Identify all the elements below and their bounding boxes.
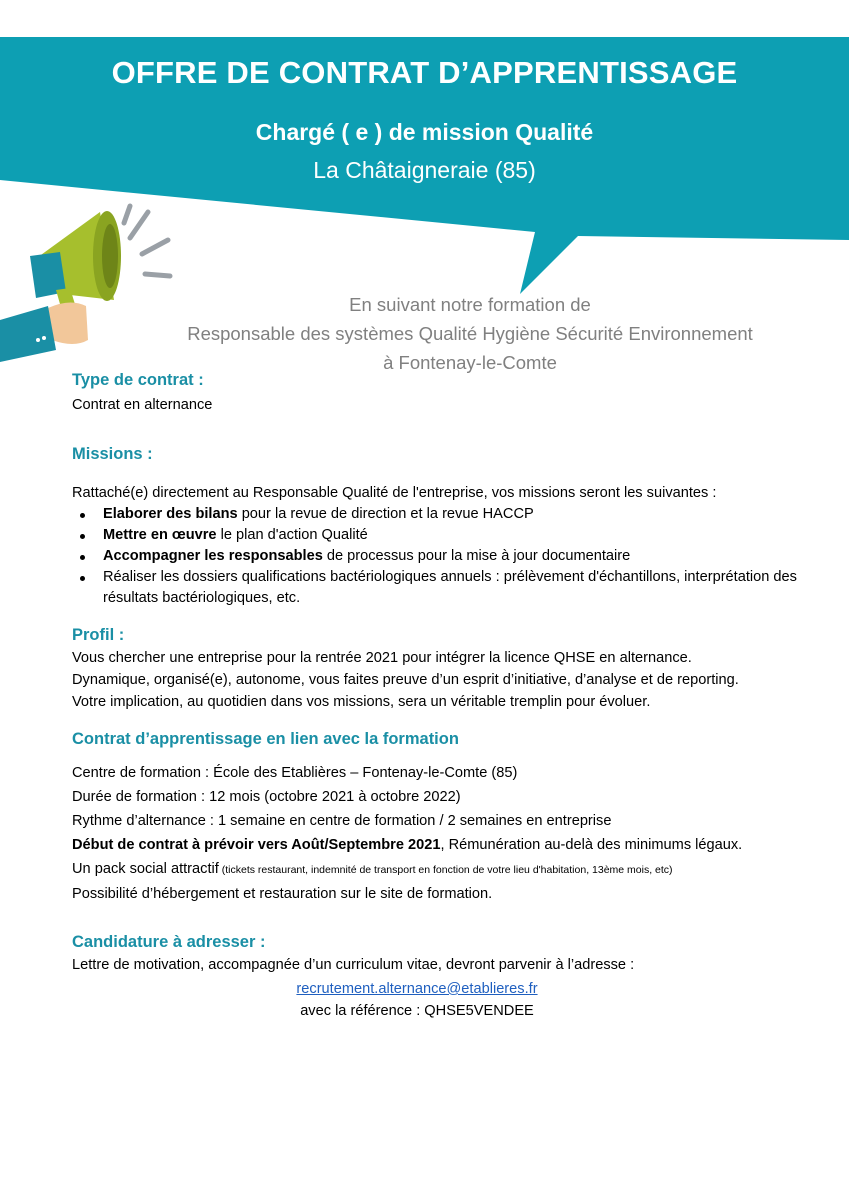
apprenticeship-heading: Contrat d’apprentissage en lien avec la formation <box>72 730 459 748</box>
application-email-link[interactable]: recrutement.alternance@etablieres.fr <box>296 981 538 997</box>
job-title: Chargé ( e ) de mission Qualité <box>255 119 594 145</box>
contract-type-heading: Type de contrat : <box>72 371 204 389</box>
application-text: Lettre de motivation, accompagnée d’un curriculum vitae, devront parvenir à l’adresse : <box>72 957 635 973</box>
application-heading: Candidature à adresser : <box>72 933 266 951</box>
mission-text: de processus pour la mise à jour documentaire <box>322 548 631 564</box>
contract-type-text: Contrat en alternance <box>72 397 213 413</box>
profile-line-2: Dynamique, organisé(e), autonome, vous faites preuve d’un esprit d’initiative, d’analyse et de reporting. <box>72 672 739 688</box>
training-centre: Centre de formation : École des Etablières – Fontenay-le-Comte (85) <box>72 765 518 781</box>
mission-bold: Accompagner les responsables <box>103 548 323 564</box>
mission-text: le plan d'action Qualité <box>216 527 368 543</box>
training-intro <box>90 290 849 377</box>
list-item <box>72 504 832 525</box>
page-title: OFFRE DE CONTRAT D’APPRENTISSAGE <box>111 55 738 90</box>
social-pack-detail: (tickets restaurant, indemnité de transport en fonction de votre lieu d'habitation, 13ème mois, etc) <box>218 864 673 876</box>
social-pack <box>72 857 832 882</box>
contract-start <box>72 833 832 857</box>
alternance-rhythm: Rythme d’alternance : 1 semaine en centre de formation / 2 semaines en entreprise <box>72 813 612 829</box>
profile-heading: Profil : <box>72 626 125 644</box>
job-location: La Châtaigneraie (85) <box>313 157 536 183</box>
missions-intro: Rattaché(e) directement au Responsable Qualité de l'entreprise, vos missions seront les suivantes : <box>72 485 717 501</box>
offer-body <box>72 368 832 1022</box>
list-item <box>72 546 832 567</box>
application-email-row <box>72 978 762 1000</box>
mission-bold: Elaborer des bilans <box>103 506 238 522</box>
training-duration: Durée de formation : 12 mois (octobre 2021 à octobre 2022) <box>72 789 461 805</box>
mission-text: Réaliser les dossiers qualifications bactériologiques annuels : prélèvement d'échantillons, interprétation des résultats bactériologiques, etc. <box>103 569 797 606</box>
mission-text: pour la revue de direction et la revue HACCP <box>237 506 534 522</box>
list-item <box>72 525 832 546</box>
training-line-2: Responsable des systèmes Qualité Hygiène Sécurité Environnement <box>187 323 753 344</box>
list-item <box>72 567 832 609</box>
training-line-1: En suivant notre formation de <box>349 294 591 315</box>
missions-list <box>72 504 832 609</box>
application-reference: avec la référence : QHSE5VENDEE <box>300 1003 534 1019</box>
mission-bold: Mettre en œuvre <box>103 527 217 543</box>
housing-info: Possibilité d’hébergement et restauration sur le site de formation. <box>72 886 493 902</box>
contract-start-rest: , Rémunération au-delà des minimums légaux. <box>440 837 743 853</box>
contract-start-bold: Début de contrat à prévoir vers Août/Septembre 2021 <box>72 837 441 853</box>
training-line-3: à Fontenay-le-Comte <box>383 352 557 373</box>
profile-line-3: Votre implication, au quotidien dans vos missions, sera un véritable tremplin pour évoluer. <box>72 694 651 710</box>
profile-line-1: Vous chercher une entreprise pour la rentrée 2021 pour intégrer la licence QHSE en alternance. <box>72 650 692 666</box>
missions-heading: Missions : <box>72 445 153 463</box>
social-pack-label: Un pack social attractif <box>72 861 219 877</box>
